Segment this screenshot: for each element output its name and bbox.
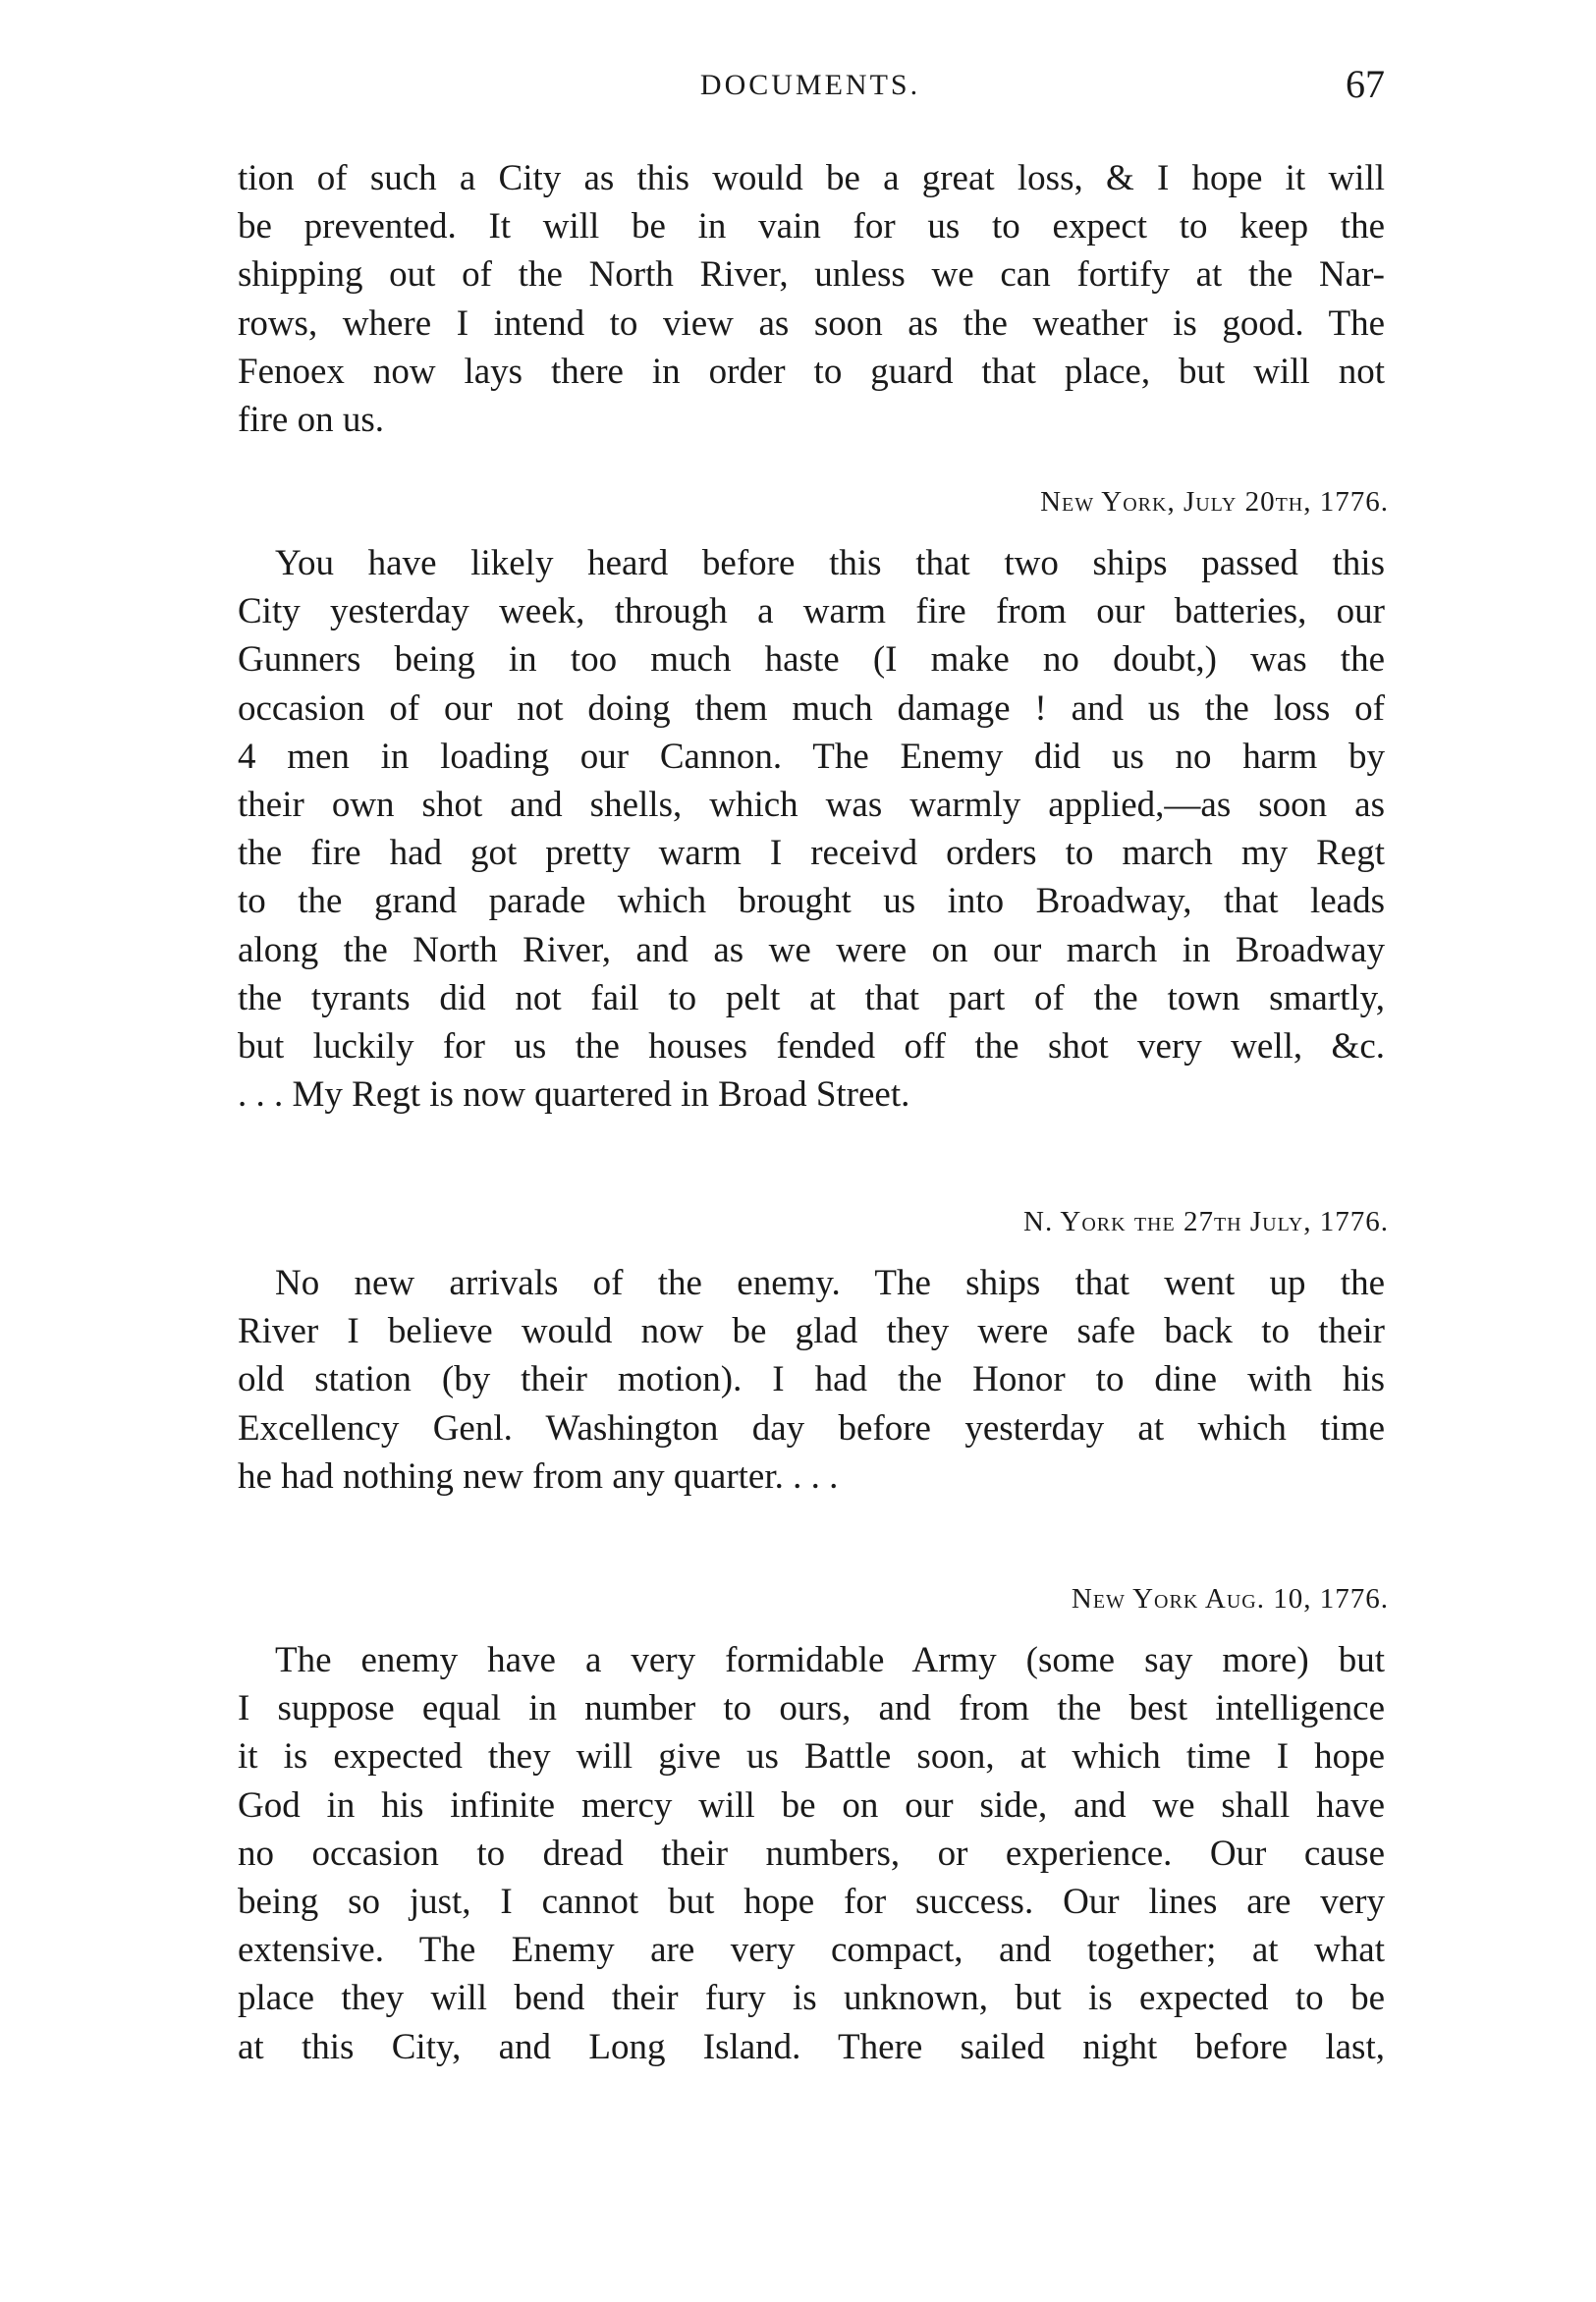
text-line: it is expected they will give us Battle soon, at which time I hope [238,1736,1385,1778]
text-line: occasion of our not doing them much damage ! and us the loss of [238,687,1385,729]
text-line: I suppose equal in number to ours, and from the best intelligence [238,1688,1385,1729]
text-line: rows, where I intend to view as soon as the weather is good. The [238,302,1385,344]
dateline-aug-10: New York Aug. 10, 1776. [1071,1583,1389,1615]
paragraph-continuation [238,154,1385,444]
text-line: . . . My Regt is now quartered in Broad Street. [238,1074,910,1116]
text-line: he had nothing new from any quarter. . . . [238,1455,839,1497]
running-title: DOCUMENTS. [699,69,921,101]
dateline-july-20: New York, July 20th, 1776. [1040,486,1389,518]
text-line: old station (by their motion). I had the Honor to dine with his [238,1359,1385,1400]
text-line: the fire had got pretty warm I receivd orders to march my Regt [238,833,1385,874]
letter-july-27 [238,1259,1385,1501]
text-line: River I believe would now be glad they were safe back to their [238,1311,1385,1352]
text-line: no occasion to dread their numbers, or experience. Our cause [238,1833,1385,1874]
text-line: being so just, I cannot but hope for success. Our lines are very [238,1881,1385,1922]
letter-aug-10 [238,1636,1385,2071]
text-line: be prevented. It will be in vain for us to expect to keep the [238,206,1385,247]
text-line: City yesterday week, through a warm fire from our batteries, our [238,591,1385,632]
text-line: shipping out of the North River, unless we can fortify at the Nar- [238,254,1385,296]
dateline-july-27: N. York the 27th July, 1776. [1023,1206,1389,1237]
text-line: Gunners being in too much haste (I make no doubt,) was the [238,639,1385,681]
text-line: extensive. The Enemy are very compact, and together; at what [238,1930,1385,1971]
text-line: Excellency Genl. Washington day before yesterday at which time [238,1407,1385,1449]
text-line: The enemy have a very formidable Army (some say more) but [275,1640,1385,1680]
text-line: but luckily for us the houses fended off the shot very well, &c. [238,1025,1385,1067]
text-line: God in his infinite mercy will be on our side, and we shall have [238,1784,1385,1826]
text-line: fire on us. [238,399,384,440]
text-line: Fenoex now lays there in order to guard that place, but will not [238,351,1385,392]
text-line: along the North River, and as we were on our march in Broadway [238,929,1385,970]
text-line: tion of such a City as this would be a great loss, & I hope it will [238,158,1385,198]
text-line: No new arrivals of the enemy. The ships that went up the [275,1263,1385,1303]
text-line: at this City, and Long Island. There sailed night before last, [238,2026,1385,2067]
text-line: to the grand parade which brought us into Broadway, that leads [238,881,1385,922]
text-line: 4 men in loading our Cannon. The Enemy did us no harm by [238,736,1385,777]
text-line: the tyrants did not fail to pelt at that part of the town smartly, [238,977,1385,1018]
text-line: their own shot and shells, which was warmly applied,—as soon as [238,784,1385,825]
letter-july-20 [238,539,1385,1119]
text-line: You have likely heard before this that two ships passed this [275,543,1385,583]
running-head [236,61,1385,120]
page-number: 67 [1346,62,1385,106]
text-line: place they will bend their fury is unknown, but is expected to be [238,1978,1385,2019]
